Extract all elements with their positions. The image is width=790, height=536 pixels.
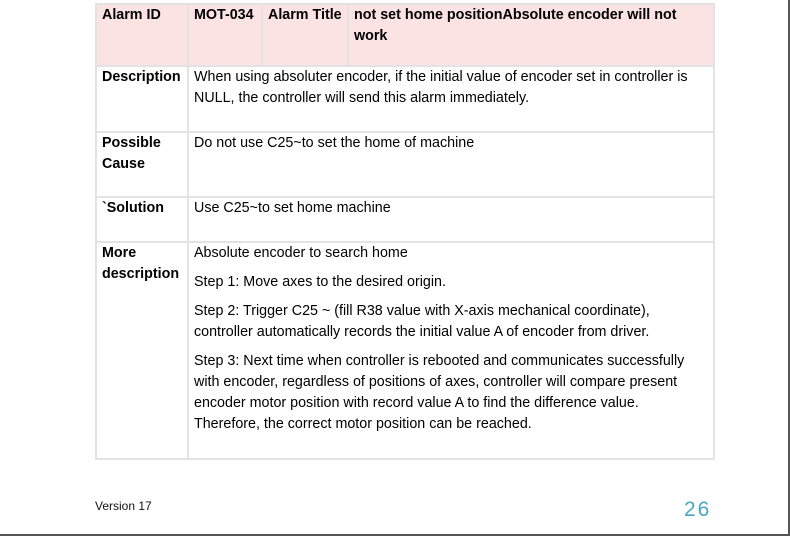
- alarm-id-value: MOT-034: [188, 4, 262, 66]
- alarm-header-row: [96, 4, 714, 66]
- more-description-step-1: Step 1: Move axes to the desired origin.: [194, 274, 446, 290]
- possible-cause-label: Possible Cause: [96, 132, 188, 197]
- alarm-title-value: not set home positionAbsolute encoder will not work: [348, 4, 714, 66]
- footer-version: Version 17: [95, 499, 152, 513]
- more-description-content: [188, 242, 714, 459]
- more-description-paragraph: Absolute encoder to search home: [194, 245, 408, 261]
- solution-text: Use C25~to set home machine: [188, 197, 714, 242]
- solution-label: `Solution: [96, 197, 188, 242]
- more-description-label: More description: [96, 242, 188, 459]
- alarm-table: [95, 3, 715, 460]
- more-description-step-3: Step 3: Next time when controller is rebooted and communicates successfully with encoder, regardless of positions of axes, controller will compare present encoder motor position with record value A to find the difference value. Therefore, the correct motor position can be reached.: [194, 353, 685, 432]
- solution-row: [96, 197, 714, 242]
- possible-cause-text: Do not use C25~to set the home of machine: [188, 132, 714, 197]
- possible-cause-row: [96, 132, 714, 197]
- alarm-title-label: Alarm Title: [262, 4, 348, 66]
- more-description-row: [96, 242, 714, 459]
- page-number: 26: [684, 498, 712, 521]
- alarm-id-label: Alarm ID: [96, 4, 188, 66]
- description-text: When using absoluter encoder, if the initial value of encoder set in controller is NULL, the controller will send this alarm immediately.: [188, 66, 714, 132]
- description-row: [96, 66, 714, 132]
- more-description-step-2: Step 2: Trigger C25 ~ (fill R38 value with X-axis mechanical coordinate), controller automatically records the initial value A of encoder from driver.: [194, 303, 650, 340]
- description-label: Description: [96, 66, 188, 132]
